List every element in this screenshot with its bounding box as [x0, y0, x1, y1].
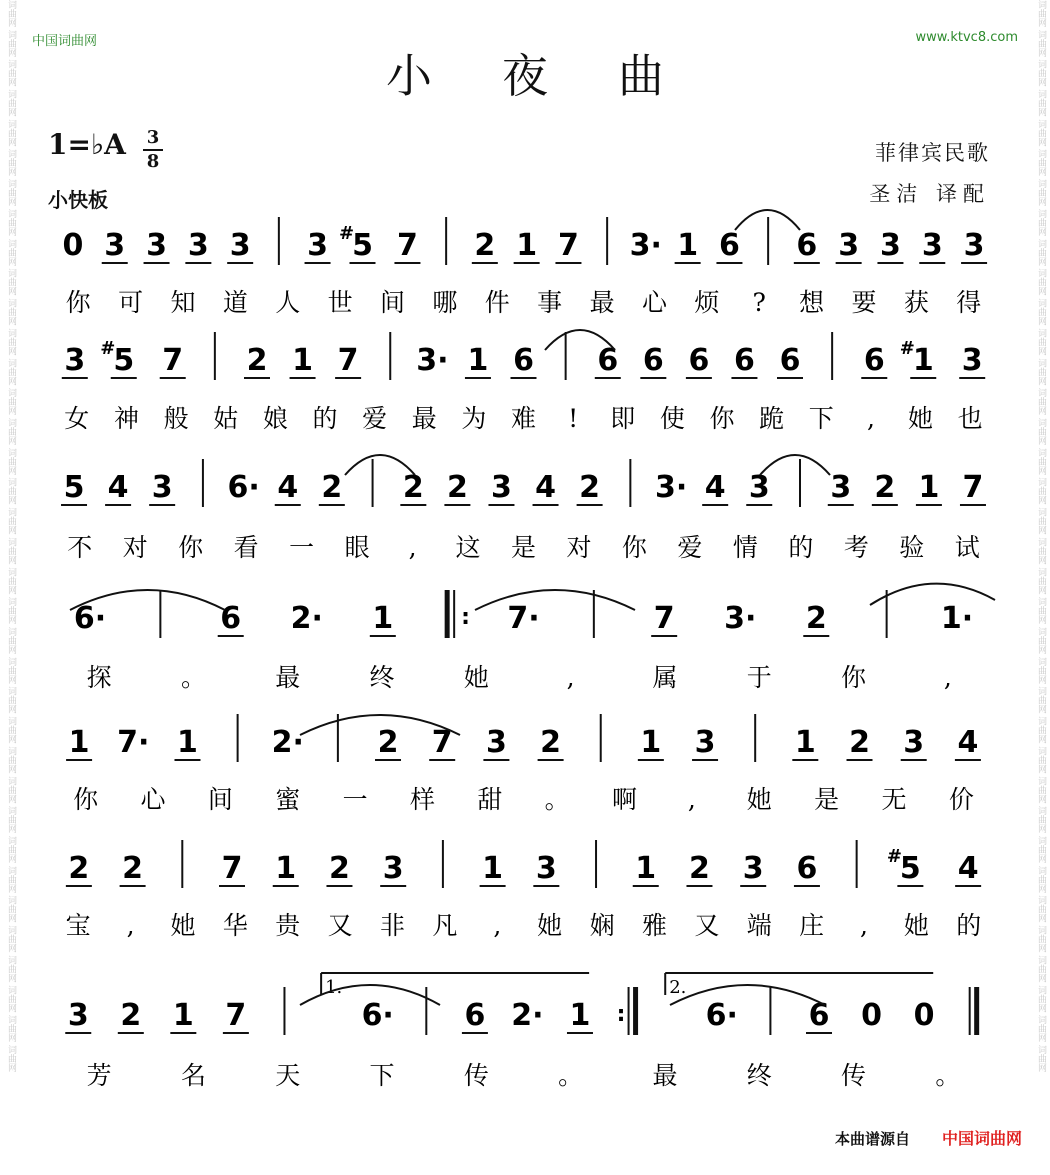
- note: 2: [377, 725, 399, 760]
- note: 7: [397, 228, 418, 263]
- note: 7: [162, 343, 184, 378]
- note: 1: [68, 725, 90, 760]
- composer-credit: 菲律宾民歌: [875, 141, 990, 165]
- slur-arc: [670, 985, 825, 1005]
- note: 3: [694, 725, 716, 760]
- lyric-char: 宝: [65, 911, 91, 940]
- lyric-char: 的: [956, 911, 982, 940]
- note: 3·: [654, 470, 688, 505]
- lyric-char: 获: [903, 288, 929, 317]
- note: 5: [63, 470, 85, 505]
- note: 7·: [117, 725, 150, 760]
- note: 2: [246, 343, 268, 378]
- lyric-char: 雅: [641, 911, 667, 940]
- note: 1: [177, 725, 198, 760]
- lyric-char: 最: [411, 404, 437, 433]
- lyric-char: !: [568, 404, 579, 433]
- note: 2: [540, 725, 562, 760]
- lyric-char: 事: [537, 288, 563, 317]
- note: 3: [187, 228, 209, 263]
- lyric-char: 间: [207, 785, 233, 814]
- note: 2: [122, 851, 144, 886]
- lyric-char: 下: [808, 404, 834, 433]
- lyric-char: 名: [180, 1061, 206, 1090]
- lyric-char: 无: [881, 785, 907, 814]
- note: 4: [957, 851, 979, 886]
- lyric-char: 是: [814, 785, 840, 814]
- lyric-char: 爱: [362, 404, 388, 433]
- lyric-char: 情: [732, 533, 758, 562]
- volta-label: 2.: [669, 977, 687, 998]
- note: 5: [113, 343, 135, 378]
- note: 1: [372, 601, 394, 636]
- note: 2: [849, 725, 870, 760]
- note: 7: [225, 998, 247, 1033]
- note: 2: [329, 851, 350, 886]
- note: 0: [62, 228, 84, 263]
- lyric-char: 。: [544, 785, 570, 814]
- note: 2: [321, 470, 343, 505]
- note: 2: [446, 470, 468, 505]
- note: 1: [172, 998, 194, 1033]
- lyric-char: 考: [843, 533, 869, 562]
- slur-arc: [870, 584, 995, 605]
- lyric-char: 终: [746, 1061, 772, 1090]
- lyric-char: 即: [610, 404, 636, 433]
- lyric-char: 间: [380, 288, 406, 317]
- lyric-char: 这: [455, 533, 481, 562]
- lyric-char: 姑: [213, 404, 239, 433]
- arranger-credit: 圣洁 译配: [869, 182, 990, 206]
- note: 1: [640, 725, 662, 760]
- lyric-char: 女: [64, 404, 90, 433]
- lyric-char: 娘: [262, 404, 288, 433]
- note: 7·: [507, 601, 540, 636]
- note: 0: [913, 998, 935, 1033]
- lyric-char: 她: [537, 911, 563, 940]
- slur-arc: [760, 455, 830, 475]
- note: 1: [918, 470, 940, 505]
- note: 3: [748, 470, 770, 505]
- note: 6: [734, 343, 755, 378]
- lyric-char: 她: [170, 911, 196, 940]
- note: 3: [535, 851, 557, 886]
- lyric-char: ,: [943, 663, 952, 692]
- key-signature: 1=♭A: [48, 128, 126, 161]
- note: 1: [677, 228, 699, 263]
- lyric-char: 可: [118, 288, 144, 317]
- lyric-char: 般: [163, 404, 189, 433]
- lyric-char: 传: [841, 1061, 867, 1090]
- lyric-char: 样: [409, 785, 435, 814]
- note: 3·: [416, 343, 449, 378]
- lyric-char: 下: [369, 1061, 395, 1090]
- note: 3: [961, 343, 983, 378]
- lyric-char: 哪: [432, 288, 458, 317]
- note: 3: [485, 725, 507, 760]
- song-title: 小夜曲: [386, 49, 734, 103]
- lyric-char: 贵: [275, 911, 301, 940]
- note: 6: [597, 343, 619, 378]
- note: 1: [482, 851, 504, 886]
- lyric-char: 试: [954, 533, 980, 562]
- note: 2: [805, 601, 827, 636]
- lyric-char: 为: [461, 404, 487, 433]
- lyric-char: 她: [746, 785, 772, 814]
- sharp-sign: #: [100, 338, 116, 359]
- lyric-char: 你: [73, 785, 99, 814]
- note: 6: [808, 998, 830, 1033]
- sharp-sign: #: [886, 846, 902, 867]
- source-label: 本曲谱源自: [834, 1130, 910, 1148]
- lyric-char: 的: [312, 404, 338, 433]
- lyric-char: 价: [948, 785, 974, 814]
- right-watermark-strip: 词曲网 词曲网 词曲网 词曲网 词曲网 词曲网 词曲网 词曲网 词曲网 词曲网 词曲网 词曲网 词曲网 词曲网 词曲网 词曲网 词曲网 词曲网 词曲网 词曲网 词曲网 词曲网 词曲网 词曲网 词曲网 词曲网 词曲网 词曲网 词曲网 词曲网 词曲网 词曲网 词曲网 词曲网 词曲网 词曲网: [1036, 0, 1046, 1073]
- note: 2: [402, 470, 424, 505]
- note: 6: [220, 601, 242, 636]
- note: 3: [491, 470, 512, 505]
- note: 3: [963, 228, 985, 263]
- lyric-char: 是: [510, 533, 537, 562]
- tempo-marking: 小快板: [48, 188, 108, 212]
- lyric-char: 非: [380, 911, 406, 940]
- note: 6: [863, 343, 885, 378]
- repeat-dots: :: [461, 605, 470, 630]
- note: 6: [513, 343, 534, 378]
- lyric-char: 使: [659, 404, 685, 433]
- lyric-char: ,: [566, 663, 575, 692]
- lyric-char: 最: [275, 663, 301, 692]
- lyric-char: 。: [180, 663, 206, 692]
- note: 6·: [361, 998, 394, 1033]
- note: 7: [431, 725, 453, 760]
- lyric-char: 庄: [799, 911, 825, 940]
- note: 1: [275, 851, 297, 886]
- note: 4: [957, 725, 979, 760]
- note: 6·: [73, 601, 107, 636]
- note: 6·: [705, 998, 738, 1033]
- lyric-char: 又: [694, 911, 720, 940]
- note: 0: [861, 998, 882, 1033]
- source-site-link[interactable]: 中国词曲网: [941, 1129, 1022, 1148]
- note: 6: [642, 343, 664, 378]
- lyric-char: 眼: [344, 533, 370, 562]
- note: 3: [307, 228, 328, 263]
- note: 6·: [227, 470, 260, 505]
- note: 2: [579, 470, 601, 505]
- sharp-sign: #: [338, 223, 355, 244]
- note: 6: [719, 228, 740, 263]
- lyric-char: 跪: [759, 404, 785, 433]
- lyric-char: 件: [484, 288, 510, 317]
- time-signature-top: 3: [146, 127, 160, 148]
- lyric-char: 验: [899, 533, 925, 562]
- note: 2·: [511, 998, 544, 1033]
- lyric-char: ,: [860, 911, 869, 940]
- lyric-char: 蜜: [275, 785, 301, 814]
- lyric-char: 你: [621, 533, 647, 562]
- note: 1: [569, 998, 591, 1033]
- note: 4: [277, 470, 299, 505]
- lyric-char: 看: [233, 533, 259, 562]
- lyric-char: 你: [841, 663, 867, 692]
- lyric-char: 。: [935, 1061, 961, 1090]
- lyric-char: 爱: [677, 533, 703, 562]
- lyric-char: 烦: [694, 288, 720, 317]
- note: 1·: [940, 601, 974, 636]
- note: 6: [688, 343, 710, 378]
- site-url-top-right[interactable]: www.ktvc8.com: [915, 30, 1018, 45]
- lyric-char: 得: [956, 288, 982, 317]
- lyric-char: 天: [275, 1061, 301, 1090]
- lyric-char: 华: [222, 911, 248, 940]
- note: 2: [474, 228, 496, 263]
- site-name-top-left[interactable]: 中国词曲网: [32, 34, 98, 49]
- note: 3: [64, 343, 86, 378]
- note: 4: [704, 470, 726, 505]
- note: 3: [151, 470, 173, 505]
- lyric-char: 她: [908, 404, 934, 433]
- lyric-char: 终: [369, 663, 395, 692]
- note: 3: [742, 851, 764, 886]
- note: 2: [874, 470, 896, 505]
- lyric-char: 她: [903, 911, 929, 940]
- lyric-char: 啊: [612, 785, 638, 814]
- repeat-dots: :: [616, 1002, 626, 1027]
- lyric-char: ,: [408, 533, 417, 562]
- note: 1: [516, 228, 538, 263]
- note: 3: [838, 228, 860, 263]
- lyric-char: 甜: [477, 785, 503, 814]
- note: 3: [67, 998, 89, 1033]
- lyric-char: 于: [746, 663, 772, 692]
- note: 3: [880, 228, 901, 263]
- lyric-char: 知: [170, 288, 196, 317]
- lyric-char: ,: [126, 911, 135, 940]
- note: 3: [903, 725, 925, 760]
- lyric-char: 人: [275, 288, 301, 317]
- note: 7: [337, 343, 359, 378]
- note: 2·: [271, 725, 304, 760]
- note: 7: [558, 228, 579, 263]
- lyric-char: ,: [493, 911, 502, 940]
- note: 2: [120, 998, 142, 1033]
- lyric-char: 你: [178, 533, 204, 562]
- note: 1: [292, 343, 313, 378]
- note: 1: [794, 725, 816, 760]
- lyric-char: 最: [652, 1061, 678, 1090]
- lyric-char: 芳: [86, 1061, 112, 1090]
- lyric-char: 对: [566, 533, 592, 562]
- note: 2: [68, 851, 90, 886]
- lyric-char: 想: [799, 288, 825, 317]
- lyric-char: 凡: [432, 911, 458, 940]
- note: 1: [467, 343, 489, 378]
- note: 7: [962, 470, 984, 505]
- note: 6: [464, 998, 486, 1033]
- note: 5: [352, 228, 373, 263]
- left-watermark-strip: 词曲网 词曲网 词曲网 词曲网 词曲网 词曲网 词曲网 词曲网 词曲网 词曲网 词曲网 词曲网 词曲网 词曲网 词曲网 词曲网 词曲网 词曲网 词曲网 词曲网 词曲网 词曲网 词曲网 词曲网 词曲网 词曲网 词曲网 词曲网 词曲网 词曲网 词曲网 词曲网 词曲网 词曲网 词曲网 词曲网: [6, 0, 16, 1073]
- note: 5: [899, 851, 921, 886]
- lyric-char: 一: [342, 785, 368, 814]
- lyric-char: 你: [65, 288, 91, 317]
- lyric-char: 的: [788, 533, 814, 562]
- note: 4: [107, 470, 129, 505]
- lyric-char: 探: [86, 663, 112, 692]
- note: 6: [796, 851, 818, 886]
- lyric-char: 属: [652, 663, 678, 692]
- note: 7: [221, 851, 243, 886]
- sharp-sign: #: [899, 338, 915, 359]
- lyric-char: 道: [222, 288, 248, 317]
- lyric-char: 神: [113, 404, 139, 433]
- slur-arc: [475, 590, 635, 610]
- note: 3: [921, 228, 943, 263]
- note: 1: [635, 851, 657, 886]
- note: 3: [229, 228, 251, 263]
- lyric-char: 她: [463, 663, 489, 692]
- lyric-char: 不: [67, 533, 93, 562]
- note: 3: [382, 851, 404, 886]
- lyric-char: 端: [746, 911, 772, 940]
- note: 4: [535, 470, 556, 505]
- note: 7: [653, 601, 675, 636]
- lyric-char: 又: [327, 911, 353, 940]
- lyric-char: 娴: [589, 911, 615, 940]
- note: 3·: [629, 228, 662, 263]
- lyric-char: 也: [957, 404, 983, 433]
- time-signature-bottom: 8: [146, 151, 160, 172]
- note: 3: [104, 228, 126, 263]
- note: 1: [912, 343, 934, 378]
- lyric-char: 心: [641, 288, 667, 317]
- lyric-char: 心: [140, 785, 166, 814]
- note: 3: [830, 470, 852, 505]
- lyric-char: ?: [752, 288, 766, 317]
- lyric-char: 传: [463, 1061, 489, 1090]
- note: 2·: [290, 601, 323, 636]
- volta-label: 1.: [325, 977, 343, 998]
- lyric-char: 要: [851, 288, 877, 317]
- lyric-char: 对: [122, 533, 148, 562]
- lyric-char: 最: [589, 288, 615, 317]
- note: 6: [779, 343, 801, 378]
- lyric-char: 你: [709, 404, 735, 433]
- lyric-char: 。: [558, 1061, 584, 1090]
- lyric-char: 难: [510, 404, 537, 433]
- lyric-char: 一: [289, 533, 315, 562]
- note: 3: [146, 228, 167, 263]
- lyric-char: 世: [327, 288, 353, 317]
- note: 2: [689, 851, 710, 886]
- lyric-char: ,: [687, 785, 696, 814]
- note: 6: [796, 228, 818, 263]
- note: 3·: [724, 601, 757, 636]
- lyric-char: ,: [866, 404, 875, 433]
